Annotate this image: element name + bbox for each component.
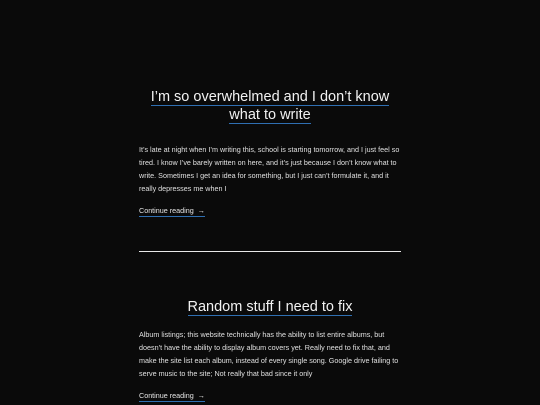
post-entry [139, 88, 401, 218]
continue-reading-link[interactable] [139, 206, 205, 217]
post-title [139, 88, 401, 124]
post-separator [139, 251, 401, 252]
post-title [139, 298, 401, 316]
continue-reading-label: Continue reading [139, 206, 194, 215]
post-title-link[interactable]: I’m so overwhelmed and I don’t know what to write [150, 89, 390, 123]
post-entry [139, 298, 401, 403]
right-arrow-icon: → [197, 206, 205, 215]
continue-reading-link[interactable] [139, 391, 205, 402]
continue-reading-label: Continue reading [139, 391, 194, 400]
post-title-link[interactable]: Random stuff I need to fix [187, 299, 353, 315]
right-arrow-icon: → [197, 391, 205, 400]
post-excerpt: Album listings; this website technically has the ability to list entire albums, but doesn’t have the ability to display album covers yet. Really need to fix that, and make the site list each album, instead of every single song. Google drive failing to serve music to the site; Not really that bad since it only [139, 330, 399, 378]
post-excerpt: It’s late at night when I’m writing this, school is starting tomorrow, and I just feel so tired. I know I’ve barely written on here, and it’s just because I don’t know what to write. Sometimes I get an idea for something, but I just can’t formulate it, and it really depresses me when I [139, 145, 400, 193]
